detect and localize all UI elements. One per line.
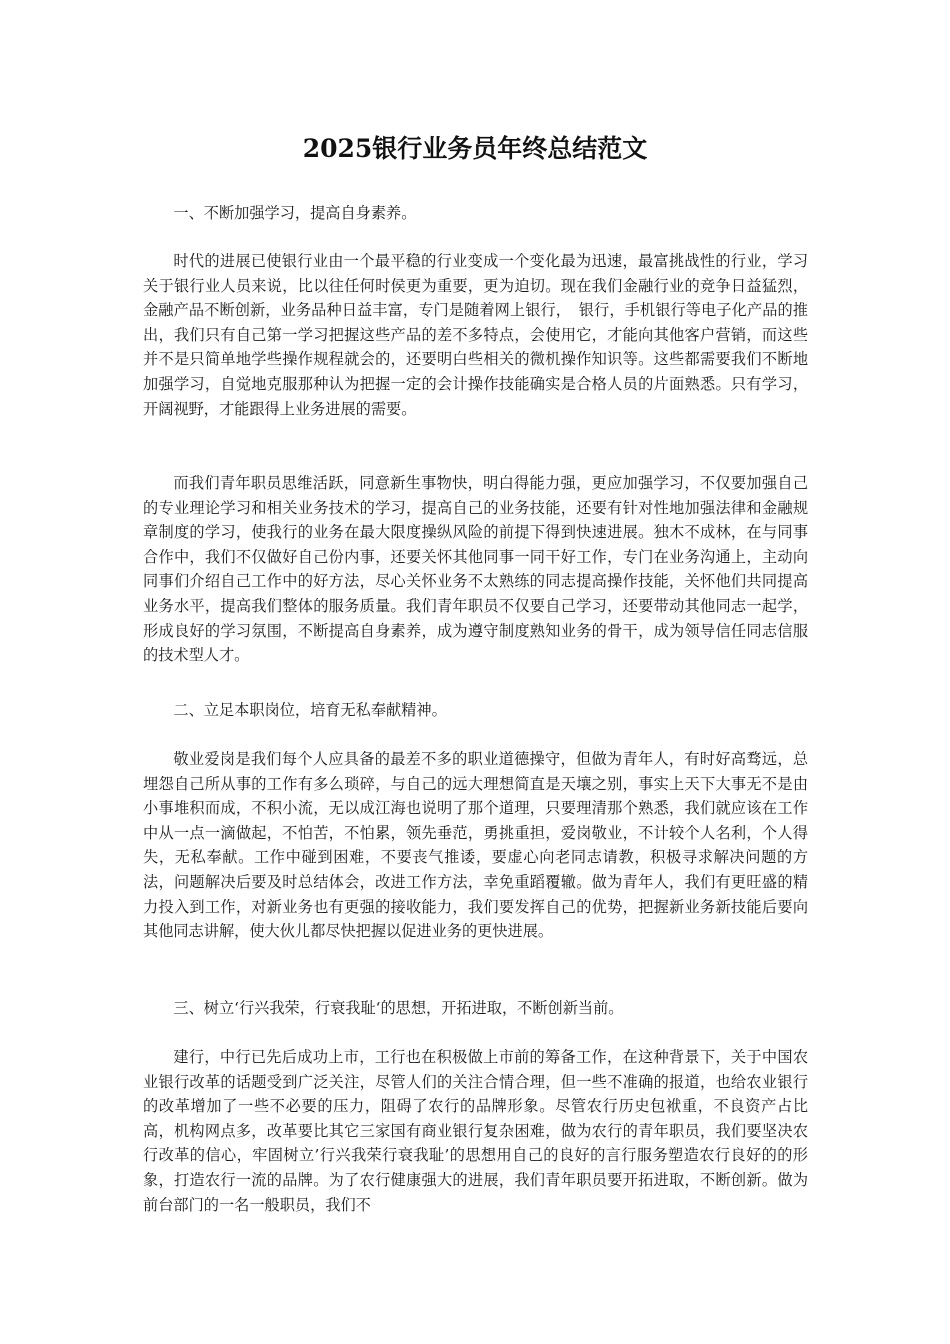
paragraph-2: 而我们青年职员思维活跃，同意新生事物快，明白得能力强，更应加强学习，不仅要加强自己的专业理论学习和相关业务技术的学习，提高自己的业务技能，还要有针对性地加强法律和金融规章制度的学习，使我行的业务在最大限度操纵风险的前提下得到快速进展。独木不成林，在与同事合作中，我们不仅做好自己份内事，还要关怀其他同事一同干好工作，专门在业务沟通上，主动向同事们介绍自己工作中的好方法，尽心关怀业务不太熟练的同志提高操作技能，关怀他们共同提高业务水平，提高我们整体的服务质量。我们青年职员不仅要自己学习，还要带动其他同志一起学，形成良好的学习氛围，不断提高自身素养，成为遵守制度熟知业务的骨干，成为领导信任同志信服的技术型人才。 [143,474,808,665]
paragraph-4: 建行，中行已先后成功上市，工行也在积极做上市前的筹备工作，在这种背景下，关于中国农业银行改革的话题受到广泛关注，尽管人们的关注合情合理，但一些不准确的报道，也给农业银行的改革增加了一些不必要的压力，阻碍了农行的品牌形象。尽管农行历史包袱重，不良资产占比高，机构网点多，改革要比其它三家国有商业银行复杂困难，做为农行的青年职员，我们要坚决农行改革的信心，牢固树立’行兴我荣行衰我耻’的思想用自己的良好的言行服务塑造农行良好的的形象，打造农行一流的品牌。为了农行健康强大的进展，我们青年职员要开拓进取，不断创新。做为前台部门的一名一般职员，我们不 [143,1048,808,1214]
section-heading-2: 二、立足本职岗位，培育无私奉献精神。 [173,701,447,719]
section-heading-3: 三、树立‘行兴我荣，行衰我耻‘的思想，开拓进取，不断创新当前。 [173,999,624,1017]
paragraph-1: 时代的进展已使银行业由一个最平稳的行业变成一个变化最为迅速，最富挑战性的行业，学习关于银行业人员来说，比以往任何时侯更为重要，更为迫切。现在我们金融行业的竞争日益猛烈，金融产品不断创新，业务品种日益丰富，专门是随着网上银行， 银行，手机银行等电子化产品的推出，我们只有自己第一学习把握这些产品的差不多特点，会使用它，才能向其他客户营销，而这些并不是只简单地学些操作规程就会的，还要明白些相关的微机操作知识等。这些都需要我们不断地加强学习，自觉地克服那种认为把握一定的会计操作技能确实是合格人员的片面熟悉。只有学习，开阔视野，才能跟得上业务进展的需要。 [143,252,808,418]
section-heading-1: 一、不断加强学习，提高自身素养。 [173,204,417,222]
paragraph-3: 敬业爱岗是我们每个人应具备的最差不多的职业道德操守，但做为青年人，有时好高骛远，总埋怨自己所从事的工作有多么琐碎，与自己的远大理想简直是天壤之别，事实上天下大事无不是由小事堆积而成，不积小流，无以成江海也说明了那个道理，只要理清那个熟悉，我们就应该在工作中从一点一滴做起，不怕苦，不怕累，领先垂范，勇挑重担，爱岗敬业，不计较个人名利，个人得失，无私奉献。工作中碰到困难，不要丧气推诿，要虚心向老同志请教，积极寻求解决问题的方法，问题解决后要及时总结体会，改进工作方法，幸免重蹈覆辙。做为青年人，我们有更旺盛的精力投入到工作，对新业务也有更强的接收能力，我们要发挥自己的优势，把握新业务新技能后要向其他同志讲解，使大伙儿都尽快把握以促进业务的更快进展。 [143,750,808,941]
document-title: 2025银行业务员年终总结范文 [302,134,648,163]
